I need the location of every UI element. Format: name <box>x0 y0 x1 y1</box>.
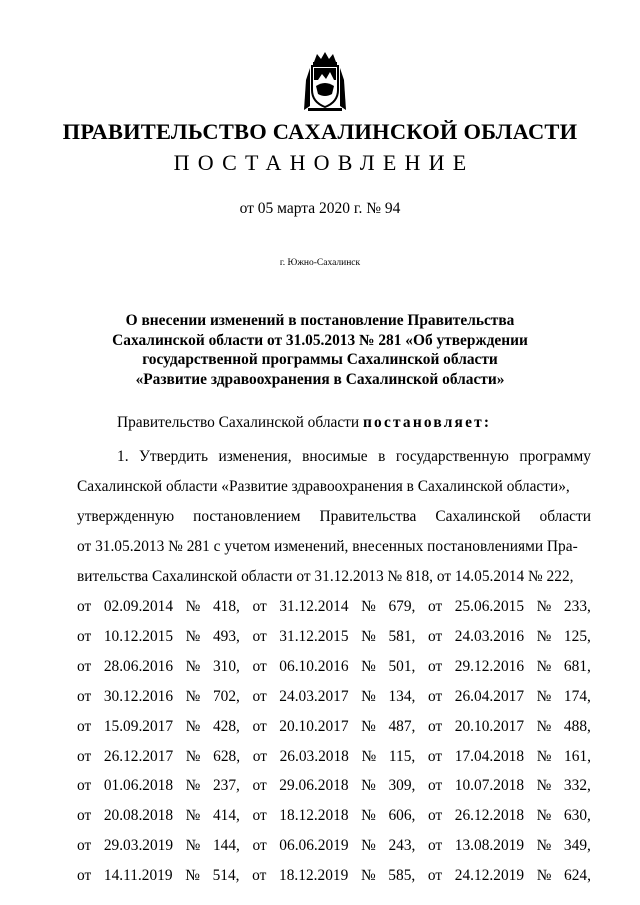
reference-token: от <box>77 687 92 705</box>
reference-token: № <box>360 867 376 885</box>
subject-line: «Развитие здравоохранения в Сахалинской области» <box>135 371 505 389</box>
document-subject <box>90 311 550 390</box>
word: Утвердить <box>139 448 208 465</box>
reference-token: 20.10.2017 <box>279 717 349 735</box>
reference-token: № <box>536 598 552 615</box>
word: утвержденную <box>77 508 175 525</box>
reference-token: 679, <box>388 598 416 615</box>
reference-token: от <box>77 598 92 615</box>
word: Сахалинской <box>435 508 521 525</box>
reference-token: 20.10.2017 <box>454 717 525 735</box>
reference-token: от <box>77 867 92 885</box>
reference-token: 332, <box>563 777 591 795</box>
reference-token: от <box>77 627 92 645</box>
reference-token: 414, <box>212 807 240 825</box>
subject-line: государственной программы Сахалинской области <box>142 351 498 369</box>
document-city: г. Южно-Сахалинск <box>279 258 361 268</box>
reference-token: № <box>536 717 552 735</box>
reference-token: № <box>361 777 376 795</box>
reference-token: 26.12.2017 <box>103 747 174 765</box>
reference-token: от <box>77 747 92 765</box>
paragraph-line <box>117 448 591 466</box>
reference-token: от <box>427 867 443 885</box>
reference-row <box>77 748 591 766</box>
word: Правительства <box>319 508 417 525</box>
reference-token: № <box>536 777 552 795</box>
word: вносимые <box>302 448 368 465</box>
reference-token: № <box>536 867 552 885</box>
reference-token: от <box>252 657 267 675</box>
subject-line: Сахалинской области от 31.05.2013 № 281 «Об утверждении <box>112 331 528 349</box>
reference-token: от <box>427 837 443 855</box>
reference-token: № <box>536 687 552 705</box>
reference-token: № <box>361 687 376 705</box>
reference-token: от <box>427 657 443 675</box>
reference-token: № <box>185 687 201 705</box>
reference-token: 628, <box>213 747 241 765</box>
reference-token: 501, <box>388 657 416 675</box>
reference-token: 29.03.2019 <box>103 837 174 855</box>
word: области <box>539 508 591 525</box>
reference-row <box>77 867 591 885</box>
reference-token: № <box>536 627 552 645</box>
document-type: ПОСТАНОВЛЕНИЕ <box>173 150 475 175</box>
word: 1. <box>117 448 129 465</box>
reference-token: № <box>185 598 201 615</box>
reference-token: 13.08.2019 <box>454 837 525 855</box>
reference-token: 29.06.2018 <box>279 777 349 795</box>
reference-token: 31.12.2014 <box>279 598 349 615</box>
reference-token: 488, <box>563 717 591 735</box>
reference-token: от <box>77 807 92 825</box>
document-date: от 05 марта 2020 г. № 94 <box>239 200 401 217</box>
reference-token: 161, <box>564 747 591 765</box>
reference-token: № <box>361 747 377 765</box>
intro-paragraph <box>117 414 491 432</box>
intro-text: Правительство Сахалинской области <box>117 414 360 431</box>
reference-token: № <box>185 777 201 795</box>
reference-token: 06.06.2019 <box>279 837 349 855</box>
reference-token: 01.06.2018 <box>103 777 174 795</box>
reference-token: 606, <box>388 807 416 825</box>
reference-token: 06.10.2016 <box>279 657 349 675</box>
reference-token: 25.06.2015 <box>454 598 525 615</box>
reference-token: 174, <box>563 687 591 705</box>
reference-token: от <box>252 598 267 615</box>
reference-token: 309, <box>388 777 416 795</box>
intro-emphasis: постановляет: <box>362 414 492 431</box>
reference-token: 310, <box>212 657 240 675</box>
reference-token: № <box>536 657 552 675</box>
reference-token: 24.12.2019 <box>454 867 525 885</box>
reference-token: 10.07.2018 <box>454 777 525 795</box>
reference-token: от <box>427 627 443 645</box>
reference-token: от <box>427 807 443 825</box>
reference-token: № <box>361 807 376 825</box>
reference-token: 28.06.2016 <box>103 657 174 675</box>
reference-token: 17.04.2018 <box>454 747 525 765</box>
reference-token: от <box>252 717 267 735</box>
reference-token: 349, <box>563 837 591 855</box>
reference-token: № <box>185 807 201 825</box>
word: программу <box>519 448 591 465</box>
reference-token: № <box>185 837 201 855</box>
reference-token: 233, <box>563 598 591 615</box>
reference-token: № <box>185 717 201 735</box>
reference-token: № <box>361 717 376 735</box>
reference-token: от <box>252 627 267 645</box>
reference-token: 31.12.2015 <box>279 627 349 645</box>
coat-of-arms-emblem <box>302 50 348 112</box>
paragraph-line: Сахалинской области «Развитие здравоохранения в Сахалинской области», <box>77 478 570 495</box>
reference-token: 10.12.2015 <box>103 627 174 645</box>
reference-token: от <box>252 807 267 825</box>
word: государственную <box>395 448 509 465</box>
reference-token: 14.11.2019 <box>103 867 173 885</box>
reference-token: № <box>361 657 376 675</box>
reference-token: 581, <box>388 627 416 645</box>
reference-row <box>77 688 591 706</box>
reference-token: 702, <box>212 687 240 705</box>
reference-token: от <box>252 747 267 765</box>
reference-token: № <box>361 627 376 645</box>
reference-token: 585, <box>388 867 416 885</box>
reference-token: 26.12.2018 <box>454 807 525 825</box>
reference-token: 428, <box>212 717 240 735</box>
reference-token: № <box>536 807 552 825</box>
reference-token: 487, <box>388 717 416 735</box>
reference-token: 18.12.2019 <box>279 867 349 885</box>
word: изменения, <box>218 448 292 465</box>
reference-token: от <box>252 867 267 885</box>
reference-token: № <box>185 627 201 645</box>
reference-token: 24.03.2017 <box>279 687 349 705</box>
reference-token: 29.12.2016 <box>454 657 525 675</box>
reference-row <box>77 718 591 736</box>
subject-line: О внесении изменений в постановление Правительства <box>125 312 515 329</box>
reference-token: 125, <box>563 627 591 645</box>
reference-token: от <box>427 717 443 735</box>
reference-token: от <box>77 777 92 795</box>
reference-token: 02.09.2014 <box>103 598 174 615</box>
reference-token: 18.12.2018 <box>279 807 349 825</box>
reference-token: 20.08.2018 <box>103 807 174 825</box>
reference-token: 630, <box>563 807 591 825</box>
reference-row <box>77 807 591 825</box>
reference-token: 134, <box>388 687 416 705</box>
paragraph-line: от 31.05.2013 № 281 с учетом изменений, внесенных постановлениями Пра- <box>77 538 578 555</box>
reference-token: 681, <box>563 657 591 675</box>
reference-token: 514, <box>212 867 240 885</box>
reference-token: № <box>361 598 376 615</box>
reference-token: 243, <box>388 837 416 855</box>
reference-token: от <box>252 687 267 705</box>
reference-token: от <box>427 747 443 765</box>
reference-token: от <box>252 777 267 795</box>
reference-token: 237, <box>212 777 240 795</box>
reference-token: от <box>252 837 267 855</box>
reference-token: от <box>427 687 443 705</box>
reference-token: 26.04.2017 <box>454 687 525 705</box>
reference-token: № <box>536 747 552 765</box>
reference-row <box>77 777 591 795</box>
reference-token: 418, <box>212 598 240 615</box>
reference-token: от <box>427 598 443 615</box>
reference-token: 493, <box>212 627 240 645</box>
reference-row <box>77 628 591 646</box>
reference-token: № <box>361 837 376 855</box>
paragraph-line <box>77 508 591 526</box>
reference-row <box>77 598 591 616</box>
reference-token: 144, <box>212 837 240 855</box>
reference-token: 15.09.2017 <box>103 717 174 735</box>
paragraph-line: вительства Сахалинской области от 31.12.2013 № 818, от 14.05.2014 № 222, <box>77 568 574 585</box>
reference-row <box>77 658 591 676</box>
reference-token: 30.12.2016 <box>103 687 174 705</box>
reference-token: от <box>77 837 92 855</box>
government-title: ПРАВИТЕЛЬСТВО САХАЛИНСКОЙ ОБЛАСТИ <box>62 119 578 144</box>
reference-token: № <box>185 867 200 885</box>
reference-token: от <box>427 777 443 795</box>
word: в <box>378 448 386 465</box>
reference-token: № <box>185 747 201 765</box>
reference-token: от <box>77 717 92 735</box>
reference-token: 624, <box>564 867 591 885</box>
reference-token: 24.03.2016 <box>454 627 525 645</box>
reference-row <box>77 837 591 855</box>
reference-token: от <box>77 657 92 675</box>
word: постановлением <box>193 508 301 525</box>
reference-token: № <box>185 657 201 675</box>
reference-token: 115, <box>388 747 416 765</box>
reference-token: 26.03.2018 <box>279 747 349 765</box>
reference-token: № <box>536 837 552 855</box>
